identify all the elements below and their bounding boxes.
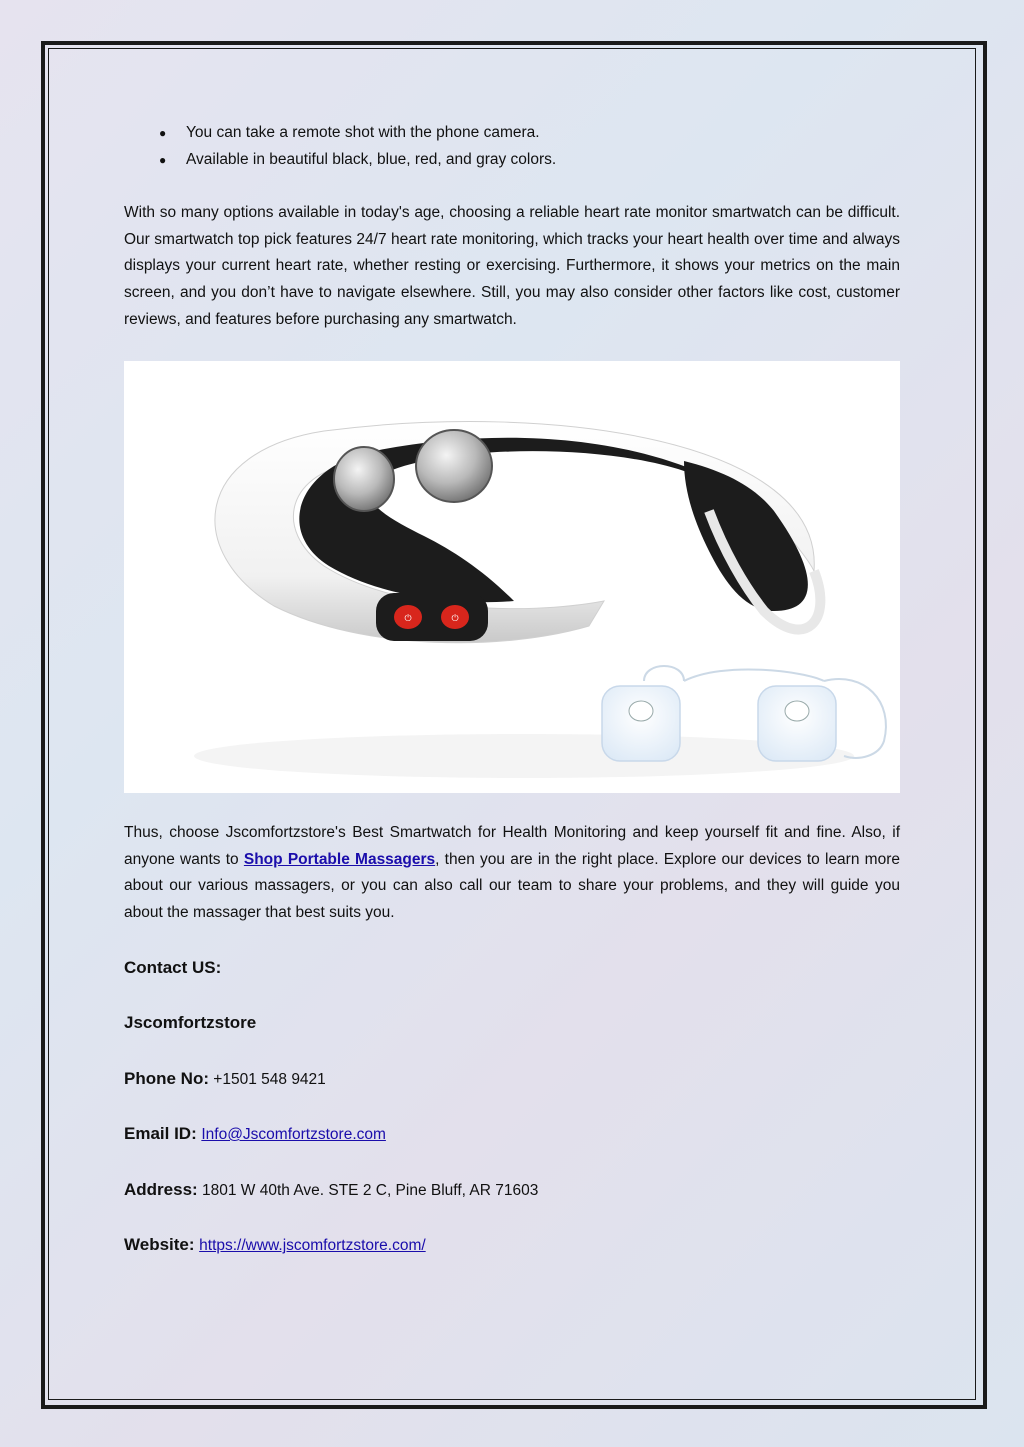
company-name: Jscomfortzstore (124, 1013, 257, 1033)
closing-text-start: Thus, choose Jscomfortzstore's Best Smartwatch for Health Monitoring and keep yourself fit and fine. Also, if anyone wants to (124, 824, 900, 868)
closing-paragraph (124, 820, 900, 926)
email-link[interactable]: Info@Jscomfortzstore.com (201, 1126, 386, 1144)
address-label: Address: (124, 1179, 198, 1199)
neck-massager-illustration (124, 361, 900, 793)
phone-row (124, 1067, 900, 1123)
control-panel (376, 593, 488, 641)
phone-label: Phone No: (124, 1068, 209, 1088)
website-row (124, 1233, 900, 1289)
list-item-text: Available in beautiful black, blue, red, and gray colors. (186, 150, 557, 168)
feature-list (124, 120, 900, 173)
bullet-icon: ● (159, 126, 167, 140)
neck-massager-image (124, 361, 900, 793)
shop-portable-massagers-link[interactable]: Shop Portable Massagers (243, 850, 436, 868)
svg-text:⏻: ⏻ (404, 614, 412, 625)
contact-heading-row (124, 956, 900, 1012)
document-body (124, 120, 900, 1289)
svg-text:⏻: ⏻ (451, 614, 459, 625)
phone-value: +1501 548 9421 (209, 1070, 326, 1088)
electrode-pad-right (758, 686, 836, 761)
email-label: Email ID: (124, 1124, 197, 1144)
electrode-pad-left (602, 686, 680, 761)
contact-heading: Contact US: (124, 957, 222, 977)
intro-paragraph: With so many options available in today's age, choosing a reliable heart rate monitor smartwatch can be difficult. Our smartwatch top pick features 24/7 heart rate monitoring, which tracks your heart health over time and always displays your current heart rate, whether resting or exercising. Furthermore, it shows your metrics on the main screen, and you don’t have to navigate elsewhere. Still, you may also consider other factors like cost, customer reviews, and features before purchasing any smartwatch. (124, 204, 900, 328)
email-row (124, 1122, 900, 1178)
closing-text-end: , then you are in the right place. Explore our devices to learn more about our various massagers, or you can also call our team to share your problems, and they will guide you about the massager that best suits you. (124, 850, 900, 921)
website-label: Website: (124, 1235, 195, 1255)
list-item (124, 147, 900, 174)
contact-section (124, 956, 900, 1289)
address-value: 1801 W 40th Ave. STE 2 C, Pine Bluff, AR 71603 (197, 1181, 539, 1199)
company-row (124, 1011, 900, 1067)
website-link[interactable]: https://www.jscomfortzstore.com/ (199, 1237, 426, 1255)
bullet-icon: ● (159, 152, 167, 167)
address-row (124, 1178, 900, 1234)
list-item-text: You can take a remote shot with the phone camera. (186, 124, 540, 141)
list-item (124, 120, 900, 147)
